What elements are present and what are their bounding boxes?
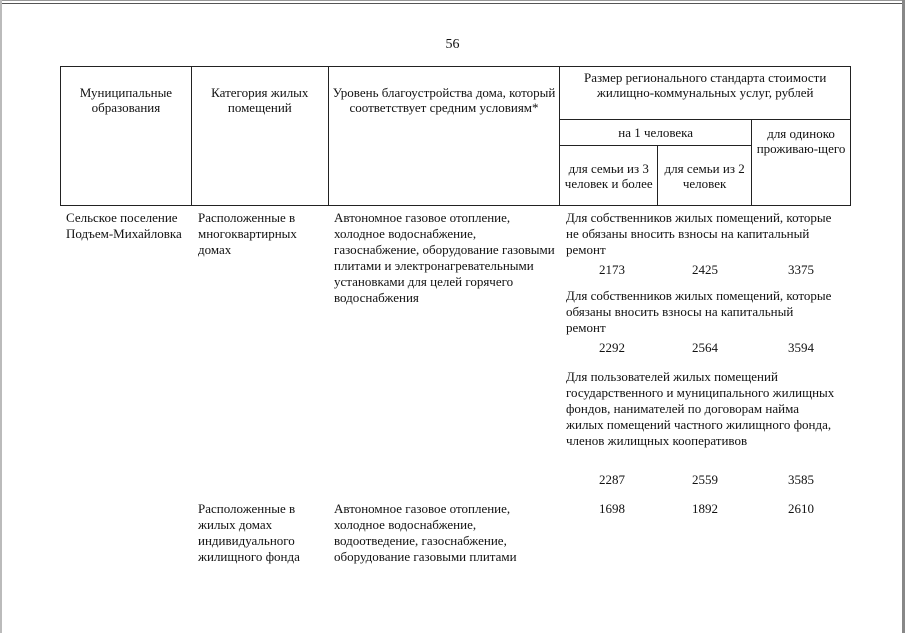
row2-family2-value: 1892 (692, 501, 718, 516)
scan-edge-left (0, 0, 2, 633)
group2-family3-value: 2292 (599, 340, 625, 355)
group2-single-value: 3594 (788, 340, 814, 355)
municipality-cell: Сельское поселение Подъем-Михайловка (66, 210, 182, 241)
group1-family3-value: 2173 (599, 262, 625, 277)
group3-family2-value: 2559 (692, 472, 718, 487)
group3-label: Для пользователей жилых помещений государственного и муниципального жилищных фондов, нанимателей по договорам найма жилых помещений частного жилищного фонда, членов жилищных кооперативов (566, 369, 835, 448)
row2-single-value: 2610 (788, 501, 814, 516)
scan-edge-top (0, 0, 905, 4)
group1-family2-value: 2425 (692, 262, 718, 277)
level-row1: Автономное газовое отопление, холодное водоснабжение, газоснабжение, оборудование газовыми плитами и электронагревательными установками для целей горячего водоснабжения (334, 210, 555, 305)
group3-single-value: 3585 (788, 472, 814, 487)
header-level: Уровень благоустройства дома, который соответствует средним условиям* (328, 67, 560, 206)
header-family-3: для семьи из 3 человек и более (560, 146, 658, 206)
header-per-person: на 1 человека (560, 120, 752, 146)
table-header (60, 66, 851, 206)
row2-family3-value: 1698 (599, 501, 625, 516)
header-single: для одиноко проживаю-щего (752, 120, 851, 206)
header-category: Категория жилых помещений (191, 67, 328, 206)
category-row1: Расположенные в многоквартирных домах (198, 210, 297, 257)
header-family-2: для семьи из 2 человек (658, 146, 752, 206)
category-row2: Расположенные в жилых домах индивидуального жилищного фонда (198, 501, 300, 564)
group1-single-value: 3375 (788, 262, 814, 277)
page-number: 56 (445, 37, 460, 52)
header-standard: Размер регионального стандарта стоимости жилищно-коммунальных услуг, рублей (560, 67, 851, 120)
group2-label: Для собственников жилых помещений, которые обязаны вносить взносы на капитальный ремонт (566, 288, 832, 335)
header-municipality: Муниципальные образования (61, 67, 192, 206)
group3-family3-value: 2287 (599, 472, 625, 487)
level-row2: Автономное газовое отопление, холодное водоснабжение, водоотведение, газоснабжение, оборудование газовыми плитами (334, 501, 517, 564)
group2-family2-value: 2564 (692, 340, 718, 355)
group1-label: Для собственников жилых помещений, которые не обязаны вносить взносы на капитальный ремонт (566, 210, 832, 257)
